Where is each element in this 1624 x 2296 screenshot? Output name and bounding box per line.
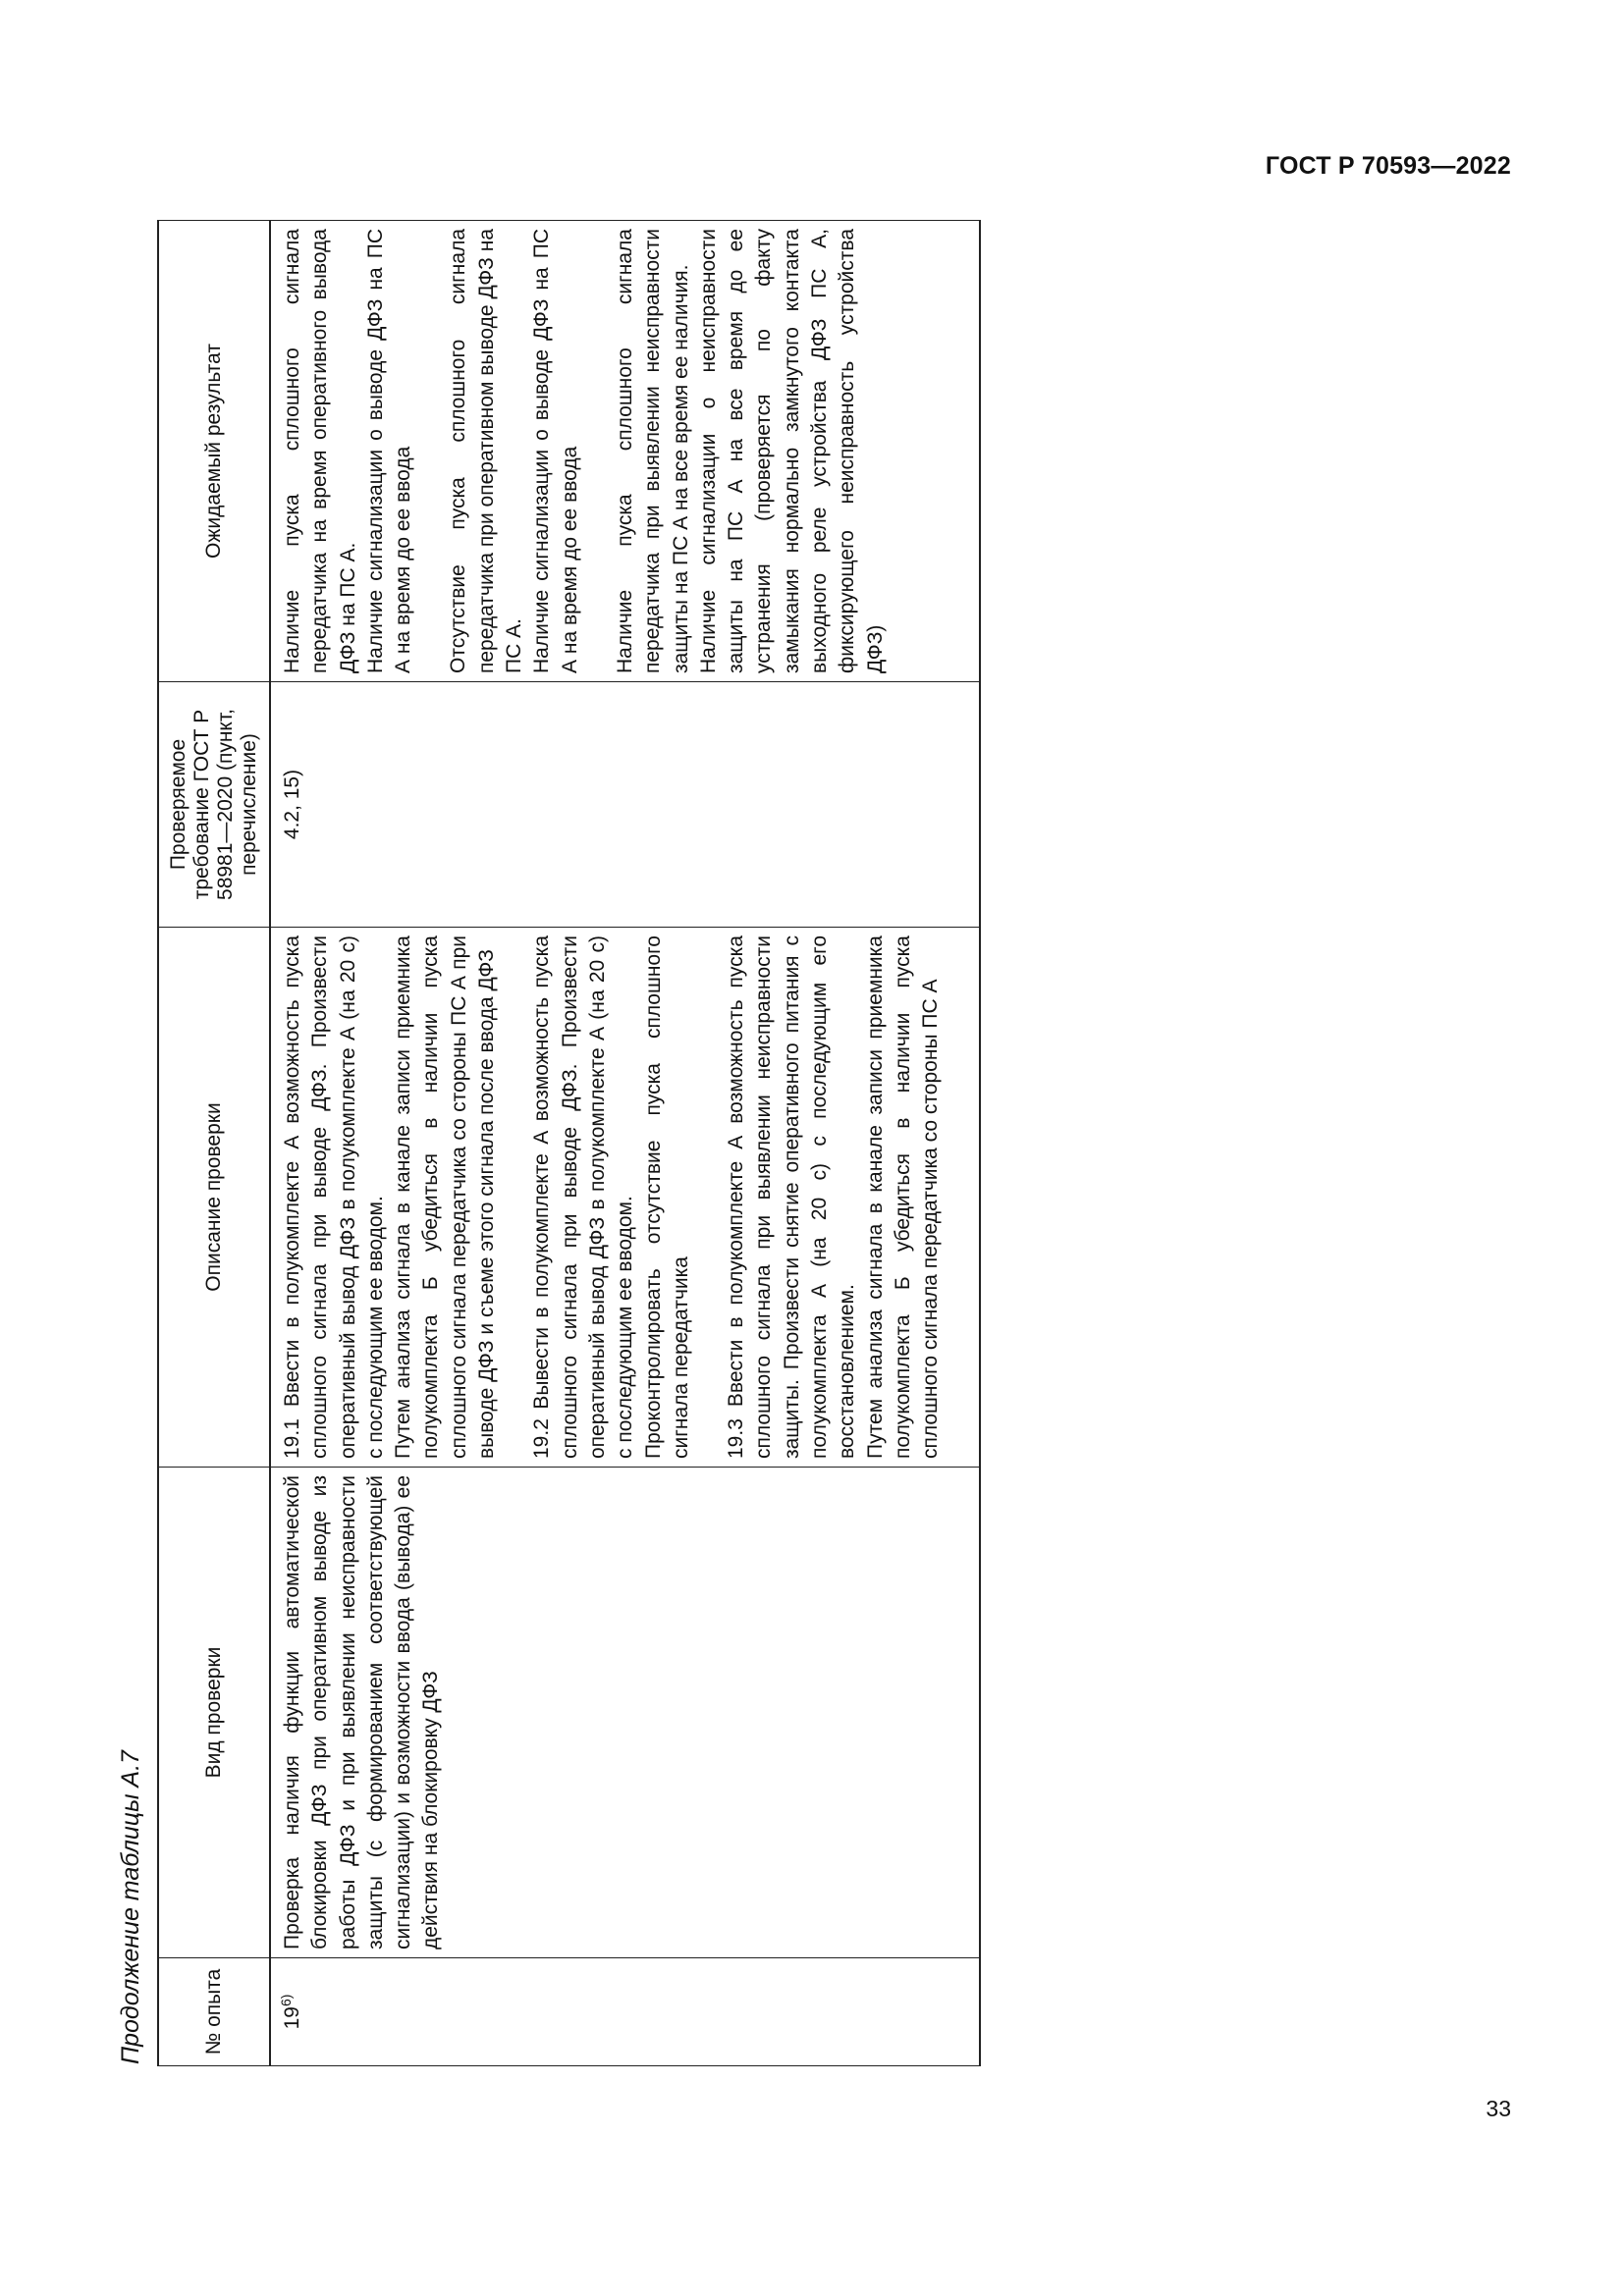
step-paragraph: 19.2 Вывести в полукомплекте А возможность пуска сплошного сигнала при выводе ДФЗ. Произвести оперативный вывод ДФЗ в полукомплекте А (на 20 с) с последующим ее вводом.: [530, 935, 637, 1459]
test-number: 19: [281, 2006, 303, 2030]
result-block-19-3: [612, 229, 890, 673]
table-row: [270, 221, 980, 2066]
table-area: [157, 221, 1306, 2066]
col-header-requirement: Проверяемое требование ГОСТ Р 58981—2020 (пункт, перечисление): [158, 682, 270, 928]
step-block-19-3: [723, 935, 945, 1459]
document-code-header: ГОСТ Р 70593—2022: [1265, 152, 1511, 180]
test-table: [157, 220, 981, 2066]
check-type-text: Проверка наличия функции автоматической блокировки ДФЗ при оперативном выводе из работы ДФЗ и при выявлении неисправности защиты (с формированием соответствующей сигнализации) и возможности ввода (вывода) ее действия на блокировку ДФЗ: [281, 1475, 443, 1949]
step-paragraph: 19.1 Ввести в полукомплекте А возможность пуска сплошного сигнала при выводе ДФЗ. Произвести оперативный вывод ДФЗ в полукомплекте А (на 20 с) с последующим ее вводом.: [281, 935, 387, 1459]
cell-requirement: [270, 682, 980, 928]
step-paragraph: 19.3 Ввести в полукомплекте А возможность пуска сплошного сигнала при выявлении неисправности защиты. Произвести снятие оперативного питания с полукомплекта А (на 20 с) с последующим его восстановлением.: [725, 935, 859, 1459]
col-header-description: Описание проверки: [158, 928, 270, 1468]
step-block-19-2: [528, 935, 695, 1459]
col-header-number: № опыта: [158, 1958, 270, 2066]
step-block-19-1: [279, 935, 501, 1459]
step-paragraph: Путем анализа сигнала в канале записи приемника полукомплекта Б убедиться в наличии пуска сплошного сигнала передатчика со стороны ПС А при выводе ДФЗ и съеме этого сигнала после ввода ДФЗ: [392, 935, 499, 1459]
col-header-check-type: Вид проверки: [158, 1468, 270, 1958]
requirement-reference: 4.2, 15): [281, 769, 303, 840]
table-caption: Продолжение таблицы А.7: [117, 1750, 144, 2064]
footnote-marker: 6): [278, 1994, 294, 2007]
result-block-19-1: [279, 229, 417, 673]
result-paragraph: Наличие сигнализации о неисправности защиты на ПС А на все время до ее устранения (проверяется по факту замыкания нормально замкнутого контакта выходного реле устройства ДФЗ ПС А, фиксирующего неисправность устройства ДФЗ): [696, 229, 887, 673]
cell-description: [270, 928, 980, 1468]
cell-expected-result: [270, 221, 980, 682]
result-paragraph: Наличие пуска сплошного сигнала передатчика на время оперативного вывода ДФЗ на ПС А.: [281, 229, 359, 673]
step-paragraph: Путем анализа сигнала в канале записи приемника полукомплекта Б убедиться в наличии пуска сплошного сигнала передатчика со стороны ПС А: [863, 935, 943, 1459]
step-paragraph: Проконтролировать отсутствие пуска сплошного сигнала передатчика: [641, 935, 692, 1459]
page-number: 33: [1486, 2096, 1511, 2121]
result-paragraph: Наличие сигнализации о выводе ДФЗ на ПС А на время до ее ввода: [363, 229, 415, 673]
result-paragraph: Отсутствие пуска сплошного сигнала передатчика при оперативном выводе ДФЗ на ПС А.: [447, 229, 526, 673]
result-paragraph: Наличие сигнализации о выводе ДФЗ на ПС А на время до ее ввода: [530, 229, 581, 673]
table-header-row: [158, 221, 270, 2066]
cell-check-type: [270, 1468, 980, 1958]
col-header-expected-result: Ожидаемый результат: [158, 221, 270, 682]
rotated-table-region: [108, 221, 1306, 2066]
cell-test-number: [270, 1958, 980, 2066]
result-block-19-2: [445, 229, 583, 673]
result-paragraph: Наличие пуска сплошного сигнала передатчика при выявлении неисправности защиты на ПС А на все время ее наличия.: [613, 229, 692, 673]
